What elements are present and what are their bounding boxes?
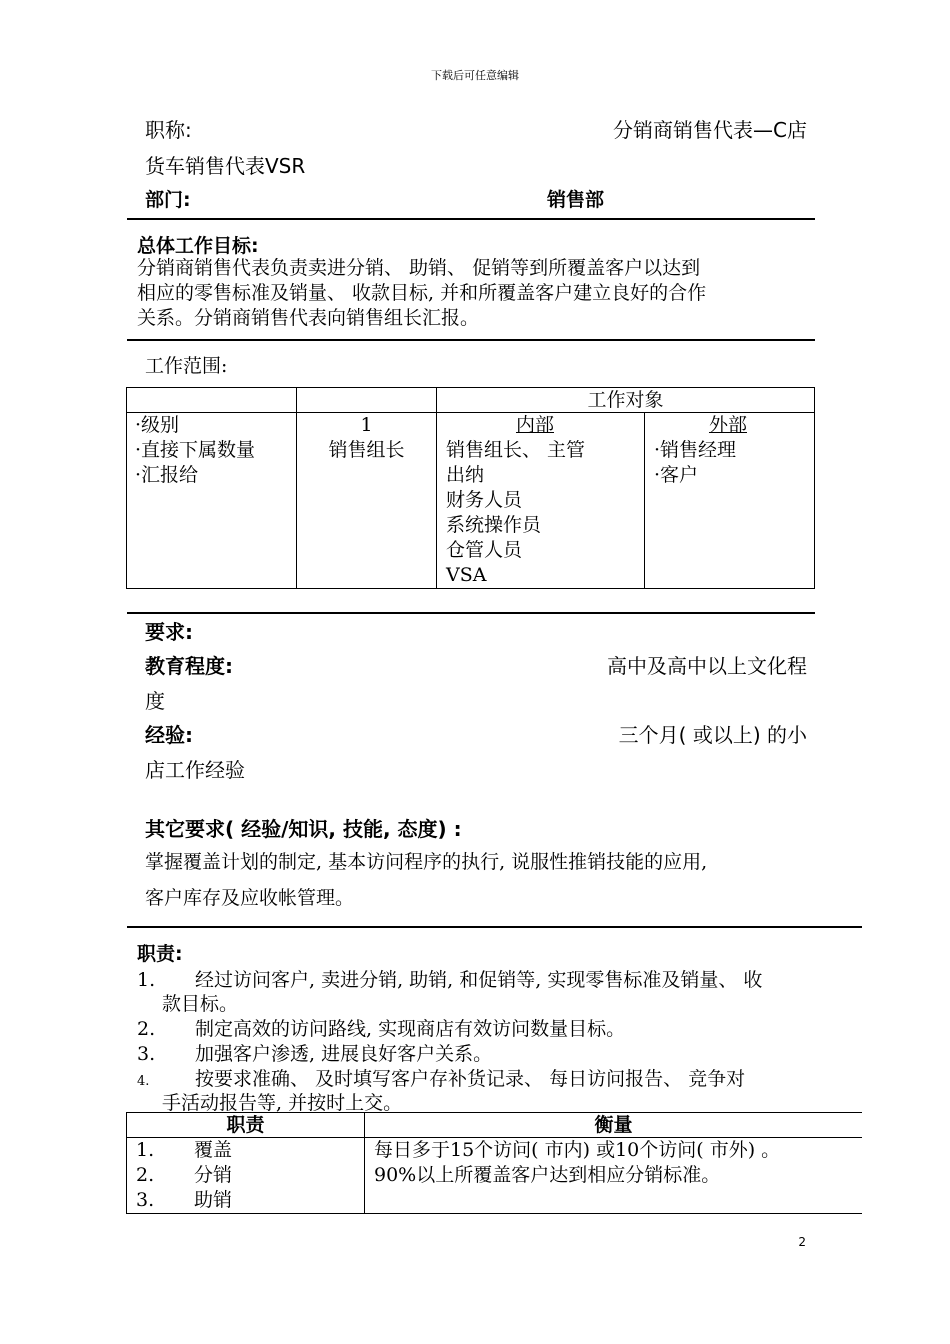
- divider: [127, 339, 815, 341]
- measure-duty-number: 3.: [136, 1189, 155, 1211]
- duty-item: [137, 1064, 745, 1091]
- other-requirements-line: 客户库存及应收帐管理。: [145, 887, 355, 909]
- objective-line: 相应的零售标准及销量、 收款目标, 并和所覆盖客户建立良好的合作: [137, 282, 707, 304]
- measure-values-cell: [365, 1138, 863, 1214]
- duty-item: [137, 1014, 625, 1041]
- measure-duty-text: 助销: [194, 1189, 233, 1211]
- scope-value: 1: [360, 414, 373, 436]
- scope-table: [126, 387, 815, 589]
- department-label: 部门:: [145, 189, 191, 211]
- duty-text: 经过访问客户, 卖进分销, 助销, 和促销等, 实现零售标准及销量、 收: [195, 969, 763, 991]
- scope-header-empty: [127, 388, 297, 413]
- other-requirements-line: 掌握覆盖计划的制定, 基本访问程序的执行, 说服性推销技能的应用,: [145, 851, 708, 873]
- position-value-continued: 货车销售代表VSR: [145, 154, 306, 178]
- experience-value-continued: 店工作经验: [145, 758, 245, 782]
- scope-values-cell: [297, 413, 437, 589]
- other-requirements-title: 其它要求( 经验/知识, 技能, 态度) :: [145, 817, 462, 841]
- duty-text: 加强客户渗透, 进展良好客户关系。: [195, 1043, 493, 1065]
- duty-text: 按要求准确、 及时填写客户存补货记录、 每日访问报告、 竞争对: [195, 1068, 746, 1090]
- measure-duty-text: 分销: [194, 1164, 233, 1186]
- header-note: 下载后可任意编辑: [431, 69, 519, 82]
- education-value: 高中及高中以上文化程: [607, 654, 807, 678]
- department-value: 销售部: [547, 189, 605, 211]
- scope-internal-item: VSA: [446, 564, 487, 586]
- measure-duty-row: [136, 1188, 364, 1213]
- measure-table: [126, 1112, 862, 1214]
- duty-number: 3.: [137, 1043, 156, 1065]
- duty-item: [137, 965, 762, 992]
- scope-external-header: 外部: [708, 414, 747, 436]
- scope-title: 工作范围:: [145, 355, 228, 377]
- duty-text-continued: 款目标。: [162, 993, 239, 1015]
- divider: [127, 612, 815, 614]
- scope-label: ·汇报给: [135, 464, 199, 486]
- duty-text-continued: 手活动报告等, 并按时上交。: [162, 1092, 403, 1114]
- scope-label: ·级别: [135, 414, 180, 436]
- position-value: 分销商销售代表—C店: [613, 118, 807, 142]
- scope-internal-item: 销售组长、 主管: [446, 439, 586, 461]
- duty-item: [137, 1039, 492, 1066]
- measure-duty-text: 覆盖: [194, 1139, 233, 1161]
- duty-number: 1.: [137, 969, 156, 991]
- experience-label: 经验:: [145, 723, 193, 747]
- scope-labels-cell: [127, 413, 297, 589]
- divider: [127, 218, 815, 220]
- scope-external-item: ·销售经理: [654, 439, 737, 461]
- scope-internal-item: 系统操作员: [446, 514, 542, 536]
- education-label: 教育程度:: [145, 654, 233, 678]
- measure-header-measure: 衡量: [365, 1113, 863, 1138]
- scope-internal-item: 财务人员: [446, 489, 523, 511]
- duty-text: 制定高效的访问路线, 实现商店有效访问数量目标。: [195, 1018, 626, 1040]
- measure-header-duty: 职责: [127, 1113, 365, 1138]
- duty-number: 2.: [137, 1018, 156, 1040]
- education-value-continued: 度: [145, 689, 165, 713]
- position-label: 职称:: [145, 118, 192, 142]
- scope-internal-item: 仓管人员: [446, 539, 523, 561]
- measure-value: 90%以上所覆盖客户达到相应分销标准。: [374, 1164, 721, 1186]
- page-number: 2: [798, 1235, 806, 1249]
- scope-external-cell: [645, 413, 815, 589]
- measure-duty-number: 1.: [136, 1139, 155, 1161]
- scope-header-work-object: 工作对象: [437, 388, 815, 413]
- duties-title: 职责:: [137, 943, 183, 965]
- scope-header-empty: [297, 388, 437, 413]
- measure-value: 每日多于15个访问( 市内) 或10个访问( 市外) 。: [374, 1139, 781, 1161]
- measure-duty-row: [136, 1163, 364, 1188]
- objective-title: 总体工作目标:: [137, 235, 259, 257]
- duty-number: 4.: [137, 1074, 150, 1089]
- scope-value: 销售组长: [328, 439, 405, 461]
- objective-line: 关系。分销商销售代表向销售组长汇报。: [137, 307, 480, 329]
- scope-internal-cell: [437, 413, 645, 589]
- scope-internal-header: 内部: [515, 414, 554, 436]
- measure-duty-row: [136, 1138, 364, 1163]
- divider: [127, 926, 862, 928]
- scope-external-item: ·客户: [654, 464, 699, 486]
- objective-text: [137, 256, 706, 331]
- experience-value: 三个月( 或以上) 的小: [618, 723, 807, 747]
- measure-duties-cell: [127, 1138, 365, 1214]
- scope-label: ·直接下属数量: [135, 439, 256, 461]
- requirements-title: 要求:: [145, 620, 193, 644]
- measure-duty-number: 2.: [136, 1164, 155, 1186]
- scope-internal-item: 出纳: [446, 464, 485, 486]
- objective-line: 分销商销售代表负责卖进分销、 助销、 促销等到所覆盖客户以达到: [137, 257, 701, 279]
